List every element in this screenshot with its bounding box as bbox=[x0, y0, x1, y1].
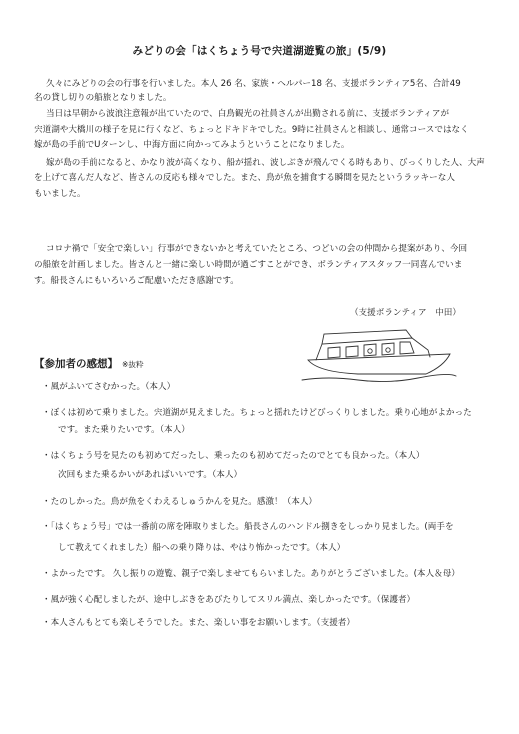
comment-line: 次回もまた乗るかいがあればいいです。（本人） bbox=[58, 470, 243, 480]
comment-line: ・よかったです。 久し振りの遊覧、親子で楽しませてもらいました。ありがとうございました。(本人＆母） bbox=[42, 569, 460, 579]
impressions-note: ※抜粋 bbox=[122, 360, 144, 369]
comment-line: です。また乗りたいです。（本人） bbox=[58, 425, 190, 435]
comment-line: ・「はくちょう号」では一番前の席を陣取りました。船長さんのハンドル捌きをしっかり見ました。(両手を bbox=[42, 522, 454, 532]
signature: （支援ボランティア 中田） bbox=[349, 308, 461, 318]
comment-line: ・本人さんもとても楽しそうでした。また、楽しい事をお願いします。（支援者） bbox=[42, 618, 355, 628]
comment-line: ・たのしかった。鳥が魚をくわえるしゅうかんを見た。感激！（本人） bbox=[42, 497, 318, 507]
body-line: す。船長さんにもいろいろご配慮いただき感謝です。 bbox=[34, 276, 239, 286]
body-line: を上げて喜んだ人など、皆さんの反応も様々でした。また、鳥が魚を捕食する瞬間を見たというラッキーな人 bbox=[34, 173, 455, 183]
comment-line: して教えてくれました）船への乗り降りは、やはり怖かったです。（本人） bbox=[58, 543, 346, 553]
body-line: 名の貸し切りの船旅となりました。 bbox=[34, 93, 172, 103]
body-line: 当日は早朝から波浪注意報が出ていたので、白鳥観光の社員さんが出勤される前に、支援ボランティアが bbox=[46, 109, 450, 119]
body-line: もいました。 bbox=[34, 189, 86, 199]
body-line: コロナ禍で「安全で楽しい」行事ができないかと考えていたところ、つどいの会の仲間から提案があり、今回 bbox=[46, 244, 468, 254]
comment-line: ・風が強く心配しましたが、途中しぶきをあびたりしてスリル満点、楽しかったです。（保護者） bbox=[42, 595, 416, 605]
body-line: 嫁が島の手前でUターンし、中海方面に向かってみようということになりました。 bbox=[34, 140, 350, 150]
comment-line: ・はくちょう号を見たのも初めてだったし、乗ったのも初めてだったのでとても良かった。（本人） bbox=[42, 451, 425, 461]
page-title: みどりの会「はくちょう号で宍道湖遊覧の旅」(5/9) bbox=[132, 45, 387, 57]
body-line: 宍道湖や大橋川の様子を見に行くなど、ちょっとドキドキでした。9時に社員さんと相談し、通常コースではなく bbox=[34, 125, 469, 135]
impressions-title: 【参加者の感想】 bbox=[34, 358, 118, 370]
body-line: の船旅を計画しました。皆さんと一緒に楽しい時間が過ごすことができ、ボランティアスタッフ一同喜んでいま bbox=[34, 260, 463, 270]
impressions-heading bbox=[34, 356, 144, 371]
boat-sketch bbox=[298, 320, 458, 384]
comment-line: ・ぼくは初めて乗りました。宍道湖が見えました。ちょっと揺れたけどびっくりしました。乗り心地がよかった bbox=[42, 408, 472, 418]
body-line: 久々にみどりの会の行事を行いました。本人 26 名、家族・ヘルパー18 名、支援ボランティア5名、合計49 bbox=[46, 79, 461, 89]
body-line: 嫁が島の手前になると、かなり波が高くなり、船が揺れ、波しぶきが飛んでくる時もあり、びっくりした人、大声 bbox=[46, 158, 485, 168]
comment-line: ・風がふいてさむかった。（本人） bbox=[42, 382, 176, 392]
